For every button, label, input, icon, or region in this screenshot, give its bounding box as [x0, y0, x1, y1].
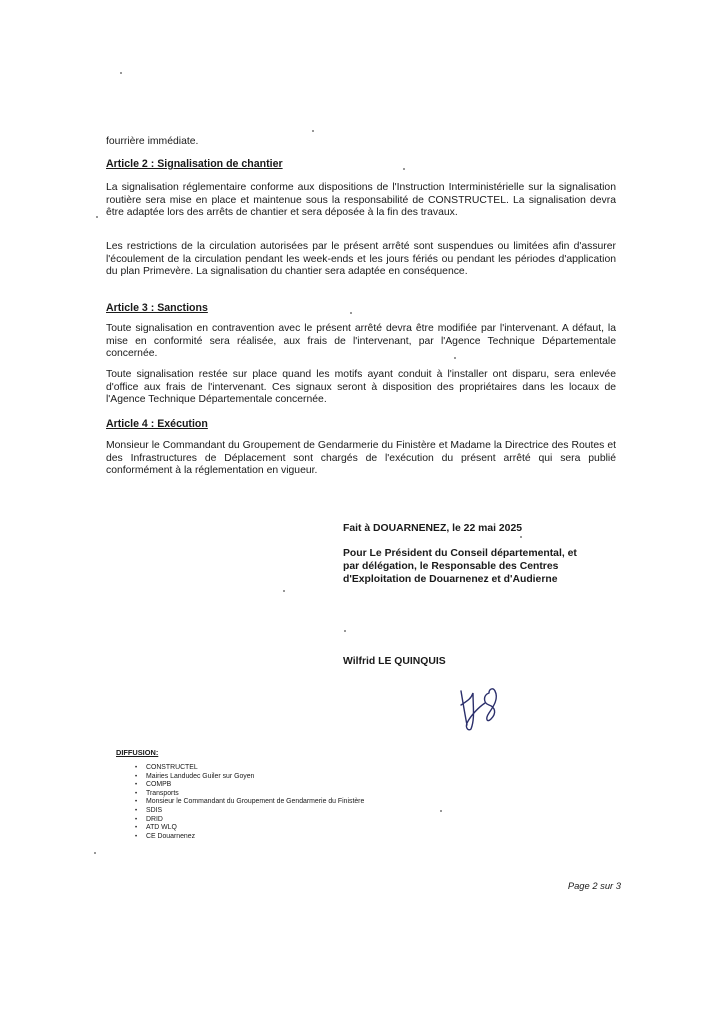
scan-speck	[403, 168, 405, 170]
diffusion-item: • Mairies Landudec Guiler sur Goyen	[135, 773, 364, 782]
scan-speck	[283, 590, 285, 592]
scan-speck	[454, 357, 456, 359]
scan-speck	[344, 630, 346, 632]
scan-speck	[350, 312, 352, 314]
article-2-paragraph-2: Les restrictions de la circulation autorisées par le présent arrêté sont suspendues ou limitées afin d'assurer l'écoulement de la circulation pendant les week-ends et les jours fériés ou pendant les périodes d'application du plan Primevère. La signalisation du chantier sera adaptée en conséquence.	[106, 241, 616, 278]
scan-speck	[120, 72, 122, 74]
handwritten-signature	[455, 683, 505, 731]
diffusion-item: • SDIS	[135, 807, 364, 816]
article-3-heading: Article 3 : Sanctions	[106, 302, 208, 314]
scan-speck	[312, 130, 314, 132]
scan-speck	[440, 810, 442, 812]
diffusion-item: • DRID	[135, 816, 364, 825]
delegation-text: Pour Le Président du Conseil départemental, et par délégation, le Responsable des Centres d'Exploitation de Douarnenez et d'Audierne	[343, 548, 577, 585]
article-4-paragraph-1: Monsieur le Commandant du Groupement de Gendarmerie du Finistère et Madame la Directrice des Routes et des Infrastructures de Déplacement sont chargés de l'exécution du présent arrêté qui sera publié conformément à la réglementation en vigueur.	[106, 440, 616, 477]
diffusion-item: • Monsieur le Commandant du Groupement de Gendarmerie du Finistère	[135, 798, 364, 807]
article-3-paragraph-2: Toute signalisation restée sur place quand les motifs ayant conduit à l'installer ont disparu, sera enlevée d'office aux frais de l'intervenant. Ces signaux seront à disposition des propriétaires dans les locaux de l'Agence Technique Départementale concernée.	[106, 369, 616, 406]
diffusion-item: • Transports	[135, 790, 364, 799]
scan-speck	[96, 216, 98, 218]
article-3-paragraph-1: Toute signalisation en contravention avec le présent arrêté devra être modifiée par l'intervenant. A défaut, la mise en conformité sera réalisée, aux frais de l'intervenant, par l'Agence Technique Départementale concernée.	[106, 323, 616, 360]
diffusion-list	[135, 764, 364, 841]
place-and-date: Fait à DOUARNENEZ, le 22 mai 2025	[343, 523, 523, 534]
diffusion-item: • CE Douarnenez	[135, 833, 364, 842]
diffusion-item: • ATD WLQ	[135, 824, 364, 833]
scan-speck	[94, 852, 96, 854]
page-number: Page 2 sur 3	[567, 880, 621, 891]
signatory-name: Wilfrid LE QUINQUIS	[343, 656, 446, 667]
diffusion-item: • COMPB	[135, 781, 364, 790]
scan-speck	[520, 536, 522, 538]
article-2-heading: Article 2 : Signalisation de chantier	[106, 158, 283, 170]
article-2-paragraph-1: La signalisation réglementaire conforme aux dispositions de l'Instruction Interministérielle sur la signalisation routière sera mise en place et maintenue sous la responsabilité de CONSTRUCTEL. La signalisation devra être adaptée lors des arrêts de chantier et sera déposée à la fin des travaux.	[106, 182, 616, 219]
diffusion-item: • CONSTRUCTEL	[135, 764, 364, 773]
article-4-heading: Article 4 : Exécution	[106, 418, 208, 430]
diffusion-title: DIFFUSION:	[116, 748, 159, 757]
intro-tail: fourrière immédiate.	[106, 136, 199, 147]
